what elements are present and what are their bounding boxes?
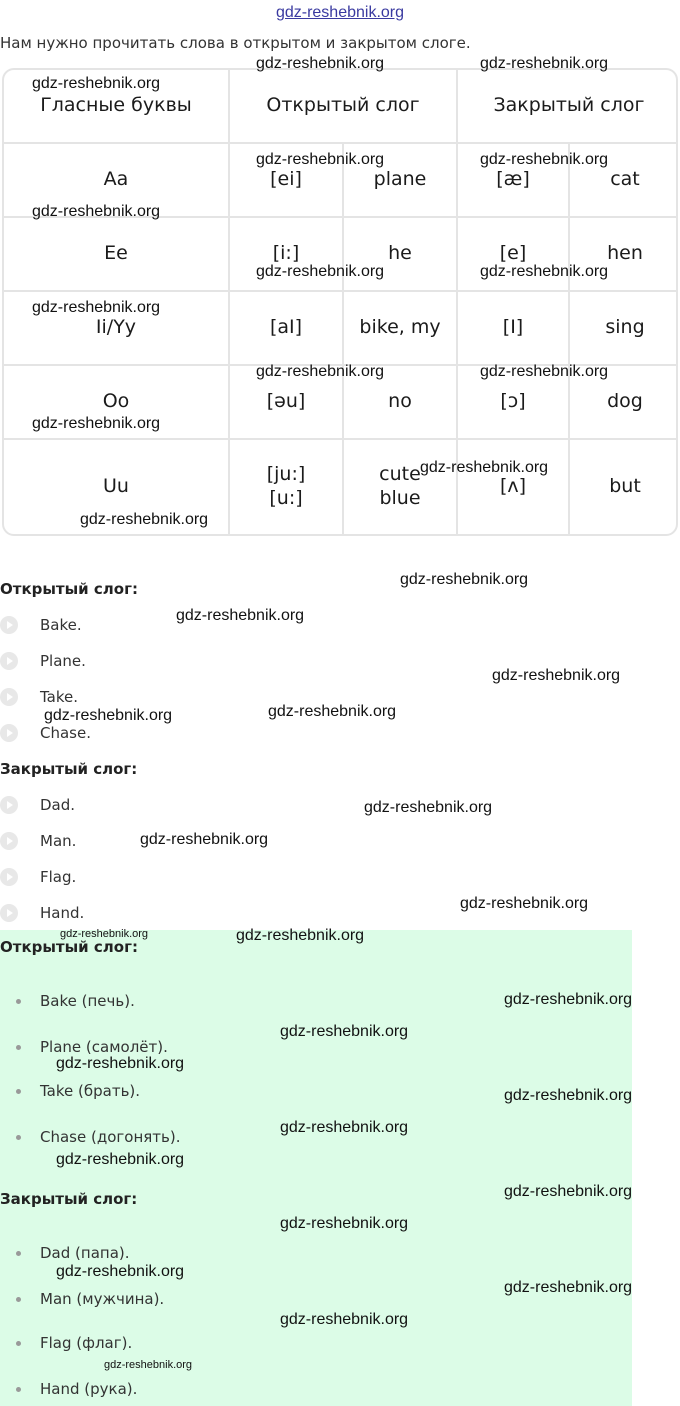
row-o-open-word: no <box>344 366 458 440</box>
list-item: Take. <box>0 686 78 708</box>
watermark: gdz-reshebnik.org <box>44 707 173 724</box>
row-i-letter: Ii/Yy <box>4 292 230 366</box>
list-item: Bake. <box>0 614 82 636</box>
open-syllable-heading: Открытый слог: <box>0 580 138 598</box>
answer-closed-heading: Закрытый слог: <box>0 1190 138 1208</box>
watermark: gdz-reshebnik.org <box>480 363 609 380</box>
list-item: Flag. <box>0 866 76 888</box>
bullet-dot-icon <box>16 1251 21 1256</box>
play-icon <box>0 616 18 634</box>
watermark: gdz-reshebnik.org <box>480 151 609 168</box>
row-e-open-sound: [i:] <box>230 218 344 292</box>
top-watermark: gdz-reshebnik.org <box>275 4 405 21</box>
row-e-closed-word: hen <box>570 218 678 292</box>
watermark: gdz-reshebnik.org <box>32 75 161 92</box>
watermark: gdz-reshebnik.org <box>104 1359 193 1371</box>
watermark: gdz-reshebnik.org <box>280 1119 409 1136</box>
row-e-letter: Ee <box>4 218 230 292</box>
row-a-open-sound: [ei] <box>230 144 344 218</box>
bullet-dot-icon <box>16 1341 21 1346</box>
row-o-closed-sound: [ɔ] <box>458 366 570 440</box>
list-item: Man. <box>0 830 76 852</box>
row-o-open-sound: [əu] <box>230 366 344 440</box>
row-u-letter: Uu <box>4 440 230 534</box>
list-item: Dad (папа). <box>16 1244 130 1262</box>
watermark: gdz-reshebnik.org <box>56 1263 185 1280</box>
play-icon <box>0 868 18 886</box>
watermark: gdz-reshebnik.org <box>504 991 633 1008</box>
watermark: gdz-reshebnik.org <box>504 1183 633 1200</box>
watermark: gdz-reshebnik.org <box>60 928 149 940</box>
list-item: Plane (самолёт). <box>16 1038 168 1056</box>
header-vowels: Гласные буквы <box>4 70 230 144</box>
watermark: gdz-reshebnik.org <box>480 263 609 280</box>
play-icon <box>0 796 18 814</box>
row-i-closed-word: sing <box>570 292 678 366</box>
bullet-dot-icon <box>16 1045 21 1050</box>
row-i-open-word: bike, my <box>344 292 458 366</box>
play-icon <box>0 688 18 706</box>
row-u-open-word-2: blue <box>379 487 421 509</box>
row-u-open-sound <box>230 440 344 534</box>
header-open: Открытый слог <box>230 70 458 144</box>
watermark: gdz-reshebnik.org <box>32 415 161 432</box>
bullet-dot-icon <box>16 999 21 1004</box>
row-e-closed-sound: [e] <box>458 218 570 292</box>
watermark: gdz-reshebnik.org <box>140 831 269 848</box>
watermark: gdz-reshebnik.org <box>176 607 305 624</box>
watermark: gdz-reshebnik.org <box>32 203 161 220</box>
bullet-dot-icon <box>16 1387 21 1392</box>
watermark: gdz-reshebnik.org <box>256 263 385 280</box>
watermark: gdz-reshebnik.org <box>460 895 589 912</box>
play-icon <box>0 724 18 742</box>
watermark: gdz-reshebnik.org <box>236 927 365 944</box>
watermark: gdz-reshebnik.org <box>504 1087 633 1104</box>
play-icon <box>0 904 18 922</box>
watermark: gdz-reshebnik.org <box>268 703 397 720</box>
list-item: Flag (флаг). <box>16 1334 132 1352</box>
watermark: gdz-reshebnik.org <box>256 151 385 168</box>
watermark: gdz-reshebnik.org <box>256 363 385 380</box>
watermark: gdz-reshebnik.org <box>80 511 209 528</box>
row-o-closed-word: dog <box>570 366 678 440</box>
row-a-closed-sound: [æ] <box>458 144 570 218</box>
watermark: gdz-reshebnik.org <box>280 1215 409 1232</box>
row-o-letter: Oo <box>4 366 230 440</box>
watermark: gdz-reshebnik.org <box>32 299 161 316</box>
row-e-open-word: he <box>344 218 458 292</box>
watermark: gdz-reshebnik.org <box>492 667 621 684</box>
watermark: gdz-reshebnik.org <box>364 799 493 816</box>
row-a-letter: Aa <box>4 144 230 218</box>
play-icon <box>0 832 18 850</box>
watermark: gdz-reshebnik.org <box>280 1311 409 1328</box>
row-a-open-word: plane <box>344 144 458 218</box>
list-item: Hand. <box>0 902 84 924</box>
watermark: gdz-reshebnik.org <box>504 1279 633 1296</box>
watermark: gdz-reshebnik.org <box>256 55 385 72</box>
list-item: Bake (печь). <box>16 992 135 1010</box>
row-i-open-sound: [aI] <box>230 292 344 366</box>
bullet-dot-icon <box>16 1089 21 1094</box>
row-a-closed-word: cat <box>570 144 678 218</box>
answer-open-heading: Открытый слог: <box>0 938 138 956</box>
row-u-open-sound-1: [ju:] <box>266 463 306 486</box>
list-item: Chase. <box>0 722 91 744</box>
list-item: Chase (догонять). <box>16 1128 180 1146</box>
closed-syllable-heading: Закрытый слог: <box>0 760 138 778</box>
row-u-open-word-1: cute <box>379 463 421 486</box>
row-u-closed-word: but <box>609 475 641 498</box>
bullet-dot-icon <box>16 1135 21 1140</box>
list-item: Hand (рука). <box>16 1380 137 1398</box>
list-item: Dad. <box>0 794 75 816</box>
list-item: Plane. <box>0 650 86 672</box>
row-u-open-word <box>344 440 458 534</box>
watermark: gdz-reshebnik.org <box>280 1023 409 1040</box>
list-item: Man (мужчина). <box>16 1290 164 1308</box>
watermark: gdz-reshebnik.org <box>480 55 609 72</box>
row-u-closed-sound: [ʌ] <box>458 440 570 534</box>
watermark: gdz-reshebnik.org <box>420 459 549 476</box>
intro-text: Нам нужно прочитать слова в открытом и закрытом слоге. <box>0 34 471 52</box>
watermark: gdz-reshebnik.org <box>400 571 529 588</box>
row-u-open-sound-2: [u:] <box>269 487 303 509</box>
play-icon <box>0 652 18 670</box>
row-i-closed-sound: [I] <box>458 292 570 366</box>
list-item: Take (брать). <box>16 1082 140 1100</box>
watermark: gdz-reshebnik.org <box>56 1151 185 1168</box>
bullet-dot-icon <box>16 1297 21 1302</box>
header-closed: Закрытый слог <box>458 70 678 144</box>
watermark: gdz-reshebnik.org <box>56 1055 185 1072</box>
